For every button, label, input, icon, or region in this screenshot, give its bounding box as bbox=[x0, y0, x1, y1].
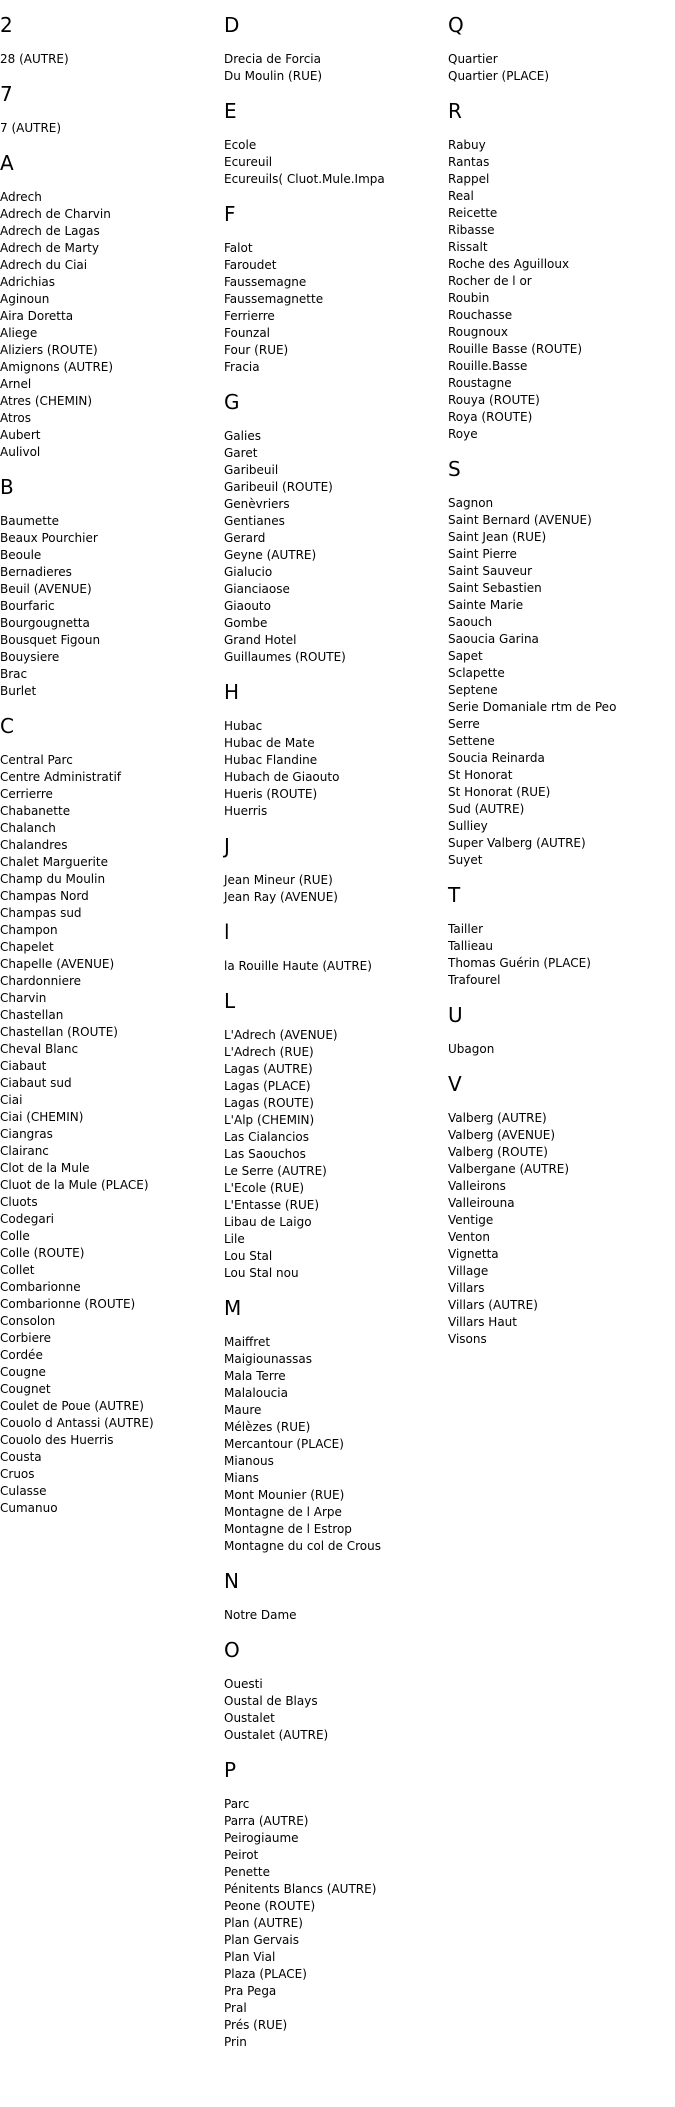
street-link[interactable]: Serie Domaniale rtm de Peo bbox=[448, 700, 617, 714]
street-link[interactable]: Maiffret bbox=[224, 1335, 271, 1349]
street-link[interactable]: Huerris bbox=[224, 804, 268, 818]
street-link[interactable]: Saint Bernard (AVENUE) bbox=[448, 513, 592, 527]
street-link[interactable]: Gianciaose bbox=[224, 582, 290, 596]
street-link[interactable]: Parra (AUTRE) bbox=[224, 1814, 309, 1828]
street-link[interactable]: Plan Vial bbox=[224, 1950, 276, 1964]
letter-heading: 7 bbox=[0, 82, 13, 106]
street-link[interactable]: Garibeuil bbox=[224, 463, 279, 477]
street-link[interactable]: Rabuy bbox=[448, 138, 486, 152]
street-link[interactable]: Peirogiaume bbox=[224, 1831, 299, 1845]
street-link[interactable]: Rouya (ROUTE) bbox=[448, 393, 540, 407]
street-link[interactable]: Malaloucia bbox=[224, 1386, 288, 1400]
street-link[interactable]: Atres (CHEMIN) bbox=[0, 394, 93, 408]
street-link[interactable]: Roche des Aguilloux bbox=[448, 257, 570, 271]
street-link[interactable]: Ventige bbox=[448, 1213, 494, 1227]
street-link[interactable]: Mala Terre bbox=[224, 1369, 286, 1383]
street-link[interactable]: Rocher de l or bbox=[448, 274, 532, 288]
street-link[interactable]: Sulliey bbox=[448, 819, 488, 833]
street-link[interactable]: Jean Mineur (RUE) bbox=[224, 873, 333, 887]
street-link[interactable]: Cougne bbox=[0, 1365, 46, 1379]
street-link[interactable]: Du Moulin (RUE) bbox=[224, 69, 323, 83]
letter-group bbox=[448, 1003, 616, 1058]
street-link[interactable]: Combarionne (ROUTE) bbox=[0, 1297, 136, 1311]
street-link[interactable]: Quartier bbox=[448, 52, 498, 66]
street-link[interactable]: Ciabaut bbox=[0, 1059, 47, 1073]
street-link[interactable]: Parc bbox=[224, 1797, 250, 1811]
street-link[interactable]: Hubac Flandine bbox=[224, 753, 318, 767]
street-list bbox=[0, 189, 154, 461]
street-link[interactable]: Las Cialancios bbox=[224, 1130, 309, 1144]
street-link[interactable]: Lagas (PLACE) bbox=[224, 1079, 311, 1093]
street-link[interactable]: Montagne de l Estrop bbox=[224, 1522, 352, 1536]
street-link[interactable]: Pra Pega bbox=[224, 1984, 277, 1998]
index-column-1 bbox=[0, 0, 154, 1531]
street-link[interactable]: Bousquet Figoun bbox=[0, 633, 101, 647]
street-link[interactable]: Bernadieres bbox=[0, 565, 72, 579]
street-link[interactable]: Las Saouchos bbox=[224, 1147, 306, 1161]
letter-group bbox=[224, 1569, 385, 1624]
street-link[interactable]: Drecia de Forcia bbox=[224, 52, 321, 66]
street-list bbox=[0, 51, 154, 68]
street-link[interactable]: L'Adrech (AVENUE) bbox=[224, 1028, 338, 1042]
street-link[interactable]: Faussemagne bbox=[224, 275, 307, 289]
street-link[interactable]: Bourfaric bbox=[0, 599, 55, 613]
street-link[interactable]: Geyne (AUTRE) bbox=[224, 548, 317, 562]
street-link[interactable]: Centre Administratif bbox=[0, 770, 122, 784]
street-link[interactable]: Adrech du Ciai bbox=[0, 258, 88, 272]
street-link[interactable]: Atros bbox=[0, 411, 31, 425]
street-link[interactable]: Adrech de Marty bbox=[0, 241, 99, 255]
letter-group bbox=[224, 390, 385, 666]
street-link[interactable]: Adrech de Charvin bbox=[0, 207, 111, 221]
letter-heading: A bbox=[0, 151, 14, 175]
street-link[interactable]: Ecole bbox=[224, 138, 257, 152]
index-column-2 bbox=[224, 0, 385, 2065]
street-link[interactable]: Chalanch bbox=[0, 821, 56, 835]
street-link[interactable]: Clairanc bbox=[0, 1144, 49, 1158]
street-link[interactable]: Lile bbox=[224, 1232, 245, 1246]
street-link[interactable]: Chastellan bbox=[0, 1008, 64, 1022]
street-link[interactable]: Roubin bbox=[448, 291, 490, 305]
street-link[interactable]: Saint Pierre bbox=[448, 547, 517, 561]
letter-heading: T bbox=[448, 883, 461, 907]
street-link[interactable]: Villars Haut bbox=[448, 1315, 517, 1329]
street-list bbox=[224, 1607, 385, 1624]
letter-heading: O bbox=[224, 1638, 240, 1662]
street-link[interactable]: Beoule bbox=[0, 548, 42, 562]
street-link[interactable]: Faussemagnette bbox=[224, 292, 324, 306]
street-list bbox=[448, 495, 616, 869]
street-link[interactable]: Rougnoux bbox=[448, 325, 509, 339]
street-link[interactable]: Saint Sebastien bbox=[448, 581, 542, 595]
street-link[interactable]: Beaux Pourchier bbox=[0, 531, 98, 545]
street-link[interactable]: Giaouto bbox=[224, 599, 271, 613]
street-link[interactable]: Roya (ROUTE) bbox=[448, 410, 533, 424]
letter-heading: V bbox=[448, 1072, 462, 1096]
street-link[interactable]: Prin bbox=[224, 2035, 247, 2049]
letter-group bbox=[448, 1072, 616, 1348]
street-link[interactable]: Thomas Guérin (PLACE) bbox=[448, 956, 591, 970]
street-link[interactable]: Oustalet (AUTRE) bbox=[224, 1728, 329, 1742]
street-list bbox=[0, 752, 154, 1517]
street-link[interactable]: Aira Doretta bbox=[0, 309, 74, 323]
street-link[interactable]: L'Entasse (RUE) bbox=[224, 1198, 319, 1212]
street-list bbox=[224, 872, 385, 906]
street-link[interactable]: Consolon bbox=[0, 1314, 56, 1328]
letter-heading: J bbox=[224, 834, 230, 858]
street-link[interactable]: Coulet de Poue (AUTRE) bbox=[0, 1399, 144, 1413]
street-link[interactable]: Couolo des Huerris bbox=[0, 1433, 114, 1447]
street-link[interactable]: Le Serre (AUTRE) bbox=[224, 1164, 327, 1178]
street-link[interactable]: Villars bbox=[448, 1281, 485, 1295]
letter-group bbox=[224, 834, 385, 906]
street-link[interactable]: Gentianes bbox=[224, 514, 285, 528]
street-link[interactable]: Arnel bbox=[0, 377, 32, 391]
street-link[interactable]: Quartier (PLACE) bbox=[448, 69, 550, 83]
street-link[interactable]: Chapelet bbox=[0, 940, 54, 954]
street-link[interactable]: Saouch bbox=[448, 615, 493, 629]
street-link[interactable]: Aliziers (ROUTE) bbox=[0, 343, 98, 357]
letter-heading: D bbox=[224, 13, 240, 37]
street-link[interactable]: Settene bbox=[448, 734, 495, 748]
street-link[interactable]: Collet bbox=[0, 1263, 35, 1277]
street-link[interactable]: Ubagon bbox=[448, 1042, 495, 1056]
letter-group bbox=[0, 82, 154, 137]
street-link[interactable]: Bourgougnetta bbox=[0, 616, 90, 630]
street-link[interactable]: Sclapette bbox=[448, 666, 505, 680]
street-link[interactable]: Plan Gervais bbox=[224, 1933, 299, 1947]
street-link[interactable]: Penette bbox=[224, 1865, 270, 1879]
street-list bbox=[224, 51, 385, 85]
street-link[interactable]: Cluots bbox=[0, 1195, 38, 1209]
street-link[interactable]: Chardonniere bbox=[0, 974, 81, 988]
street-link[interactable]: Suyet bbox=[448, 853, 483, 867]
letter-group bbox=[448, 13, 616, 85]
street-link[interactable]: Cougnet bbox=[0, 1382, 51, 1396]
street-link[interactable]: Central Parc bbox=[0, 753, 73, 767]
street-link[interactable]: Codegari bbox=[0, 1212, 54, 1226]
street-list bbox=[448, 51, 616, 85]
street-link[interactable]: Genèvriers bbox=[224, 497, 290, 511]
street-link[interactable]: Rissalt bbox=[448, 240, 488, 254]
street-link[interactable]: Vignetta bbox=[448, 1247, 499, 1261]
letter-group bbox=[0, 151, 154, 461]
street-link[interactable]: Gerard bbox=[224, 531, 266, 545]
street-link[interactable]: Maure bbox=[224, 1403, 262, 1417]
street-link[interactable]: Adrech de Lagas bbox=[0, 224, 100, 238]
street-link[interactable]: Plaza (PLACE) bbox=[224, 1967, 307, 1981]
street-list bbox=[224, 1027, 385, 1282]
street-link[interactable]: Rouille.Basse bbox=[448, 359, 528, 373]
street-link[interactable]: Valleirouna bbox=[448, 1196, 515, 1210]
street-link[interactable]: Notre Dame bbox=[224, 1608, 297, 1622]
street-link[interactable]: Cumanuo bbox=[0, 1501, 58, 1515]
street-link[interactable]: Sapet bbox=[448, 649, 483, 663]
street-link[interactable]: Rantas bbox=[448, 155, 490, 169]
street-link[interactable]: Baumette bbox=[0, 514, 60, 528]
street-link[interactable]: Valbergane (AUTRE) bbox=[448, 1162, 570, 1176]
street-link[interactable]: Champon bbox=[0, 923, 58, 937]
street-link[interactable]: Valberg (AVENUE) bbox=[448, 1128, 556, 1142]
letter-group bbox=[224, 13, 385, 85]
street-list bbox=[448, 1110, 616, 1348]
street-link[interactable]: Trafourel bbox=[448, 973, 501, 987]
street-link[interactable]: Mercantour (PLACE) bbox=[224, 1437, 344, 1451]
street-link[interactable]: Hubac de Mate bbox=[224, 736, 315, 750]
street-link[interactable]: Faroudet bbox=[224, 258, 277, 272]
street-list bbox=[448, 1041, 616, 1058]
street-link[interactable]: Saoucia Garina bbox=[448, 632, 539, 646]
street-link[interactable]: Tallieau bbox=[448, 939, 494, 953]
street-link[interactable]: Valberg (ROUTE) bbox=[448, 1145, 548, 1159]
street-link[interactable]: Aulivol bbox=[0, 445, 41, 459]
street-link[interactable]: Libau de Laigo bbox=[224, 1215, 312, 1229]
letter-group bbox=[224, 99, 385, 188]
street-link[interactable]: Bouysiere bbox=[0, 650, 60, 664]
street-link[interactable]: Jean Ray (AVENUE) bbox=[224, 890, 338, 904]
street-link[interactable]: Sainte Marie bbox=[448, 598, 524, 612]
letter-group bbox=[448, 883, 616, 989]
street-list bbox=[448, 921, 616, 989]
letter-group bbox=[0, 714, 154, 1517]
street-link[interactable]: Hubac bbox=[224, 719, 263, 733]
street-link[interactable]: Mians bbox=[224, 1471, 259, 1485]
letter-heading: M bbox=[224, 1296, 242, 1320]
street-link[interactable]: Hubach de Giaouto bbox=[224, 770, 340, 784]
street-link[interactable]: Combarionne bbox=[0, 1280, 81, 1294]
street-link[interactable]: Champas Nord bbox=[0, 889, 89, 903]
street-link[interactable]: Village bbox=[448, 1264, 489, 1278]
letter-group bbox=[224, 680, 385, 820]
street-link[interactable]: Garet bbox=[224, 446, 258, 460]
street-link[interactable]: Burlet bbox=[0, 684, 37, 698]
letter-heading: C bbox=[0, 714, 14, 738]
street-link[interactable]: Oustal de Blays bbox=[224, 1694, 318, 1708]
letter-heading: 2 bbox=[0, 13, 13, 37]
street-link[interactable]: 28 (AUTRE) bbox=[0, 52, 69, 66]
street-link[interactable]: Montagne de l Arpe bbox=[224, 1505, 342, 1519]
street-link[interactable]: Aliege bbox=[0, 326, 38, 340]
street-link[interactable]: Serre bbox=[448, 717, 480, 731]
street-link[interactable]: St Honorat (RUE) bbox=[448, 785, 551, 799]
street-link[interactable]: Sud (AUTRE) bbox=[448, 802, 525, 816]
street-link[interactable]: Super Valberg (AUTRE) bbox=[448, 836, 586, 850]
street-link[interactable]: Galies bbox=[224, 429, 261, 443]
street-link[interactable]: Saint Sauveur bbox=[448, 564, 533, 578]
street-link[interactable]: Brac bbox=[0, 667, 28, 681]
index-column-3 bbox=[448, 0, 616, 1362]
street-link[interactable]: Cousta bbox=[0, 1450, 42, 1464]
street-link[interactable]: Adrichias bbox=[0, 275, 56, 289]
street-link[interactable]: Colle (ROUTE) bbox=[0, 1246, 85, 1260]
street-link[interactable]: Cordée bbox=[0, 1348, 43, 1362]
street-list bbox=[224, 1796, 385, 2051]
letter-group bbox=[0, 13, 154, 68]
street-link[interactable]: Ciai (CHEMIN) bbox=[0, 1110, 84, 1124]
street-link[interactable]: Gialucio bbox=[224, 565, 273, 579]
letter-group bbox=[224, 920, 385, 975]
street-link[interactable]: 7 (AUTRE) bbox=[0, 121, 62, 135]
street-link[interactable]: Adrech bbox=[0, 190, 42, 204]
street-link[interactable]: Septene bbox=[448, 683, 498, 697]
street-link[interactable]: Oustalet bbox=[224, 1711, 275, 1725]
street-link[interactable]: Ouesti bbox=[224, 1677, 263, 1691]
street-link[interactable]: Tailler bbox=[448, 922, 484, 936]
street-link[interactable]: Lagas (ROUTE) bbox=[224, 1096, 314, 1110]
street-link[interactable]: Rouille Basse (ROUTE) bbox=[448, 342, 583, 356]
street-link[interactable]: Garibeuil (ROUTE) bbox=[224, 480, 333, 494]
street-link[interactable]: Chalandres bbox=[0, 838, 68, 852]
street-link[interactable]: Guillaumes (ROUTE) bbox=[224, 650, 346, 664]
street-list bbox=[224, 137, 385, 188]
street-link[interactable]: Lou Stal nou bbox=[224, 1266, 299, 1280]
street-link[interactable]: Reicette bbox=[448, 206, 498, 220]
street-link[interactable]: Founzal bbox=[224, 326, 271, 340]
street-link[interactable]: Ciangras bbox=[0, 1127, 53, 1141]
street-link[interactable]: Cluot de la Mule (PLACE) bbox=[0, 1178, 149, 1192]
street-list bbox=[448, 137, 616, 443]
street-link[interactable]: Aubert bbox=[0, 428, 41, 442]
street-link[interactable]: Charvin bbox=[0, 991, 47, 1005]
street-link[interactable]: Cheval Blanc bbox=[0, 1042, 79, 1056]
street-link[interactable]: Peirot bbox=[224, 1848, 259, 1862]
letter-heading: N bbox=[224, 1569, 239, 1593]
letter-group bbox=[224, 1758, 385, 2051]
street-link[interactable]: Villars (AUTRE) bbox=[448, 1298, 538, 1312]
street-link[interactable]: Rappel bbox=[448, 172, 490, 186]
street-link[interactable]: Fracia bbox=[224, 360, 260, 374]
letter-group bbox=[0, 475, 154, 700]
letter-group bbox=[448, 457, 616, 869]
street-link[interactable]: Four (RUE) bbox=[224, 343, 289, 357]
street-link[interactable]: L'Alp (CHEMIN) bbox=[224, 1113, 315, 1127]
street-link[interactable]: Venton bbox=[448, 1230, 490, 1244]
street-link[interactable]: Chabanette bbox=[0, 804, 71, 818]
street-link[interactable]: Corbiere bbox=[0, 1331, 52, 1345]
street-link[interactable]: Colle bbox=[0, 1229, 30, 1243]
street-list bbox=[224, 1676, 385, 1744]
street-link[interactable]: Lagas (AUTRE) bbox=[224, 1062, 313, 1076]
street-link[interactable]: Rouchasse bbox=[448, 308, 513, 322]
street-link[interactable]: Gombe bbox=[224, 616, 268, 630]
street-link[interactable]: St Honorat bbox=[448, 768, 513, 782]
street-list bbox=[224, 958, 385, 975]
letter-heading: B bbox=[0, 475, 14, 499]
street-link[interactable]: L'Adrech (RUE) bbox=[224, 1045, 314, 1059]
letter-heading: l bbox=[224, 920, 230, 944]
street-link[interactable]: Aginoun bbox=[0, 292, 50, 306]
street-link[interactable]: Beuil (AVENUE) bbox=[0, 582, 92, 596]
street-link[interactable]: Real bbox=[448, 189, 474, 203]
street-link[interactable]: Ecureuils( Cluot.Mule.Impa bbox=[224, 172, 385, 186]
street-link[interactable]: Pénitents Blancs (AUTRE) bbox=[224, 1882, 377, 1896]
street-link[interactable]: Soucia Reinarda bbox=[448, 751, 545, 765]
street-link[interactable]: Ciai bbox=[0, 1093, 23, 1107]
street-link[interactable]: Ciabaut sud bbox=[0, 1076, 72, 1090]
street-link[interactable]: Roye bbox=[448, 427, 478, 441]
street-list bbox=[224, 240, 385, 376]
street-link[interactable]: la Rouille Haute (AUTRE) bbox=[224, 959, 372, 973]
street-link[interactable]: L'Ecole (RUE) bbox=[224, 1181, 305, 1195]
street-link[interactable]: Prés (RUE) bbox=[224, 2018, 288, 2032]
street-link[interactable]: Hueris (ROUTE) bbox=[224, 787, 318, 801]
letter-heading: U bbox=[448, 1003, 463, 1027]
letter-heading: P bbox=[224, 1758, 237, 1782]
street-link[interactable]: Cruos bbox=[0, 1467, 35, 1481]
letter-heading: L bbox=[224, 989, 236, 1013]
street-link[interactable]: Cerrierre bbox=[0, 787, 53, 801]
street-link[interactable]: Grand Hotel bbox=[224, 633, 297, 647]
letter-group bbox=[224, 202, 385, 376]
street-link[interactable]: Chalet Marguerite bbox=[0, 855, 108, 869]
letter-heading: F bbox=[224, 202, 236, 226]
street-list bbox=[224, 428, 385, 666]
street-link[interactable]: Valberg (AUTRE) bbox=[448, 1111, 547, 1125]
street-list bbox=[0, 513, 154, 700]
street-list bbox=[0, 120, 154, 137]
street-link[interactable]: Mont Mounier (RUE) bbox=[224, 1488, 345, 1502]
letter-group bbox=[224, 989, 385, 1282]
street-link[interactable]: Culasse bbox=[0, 1484, 47, 1498]
street-link[interactable]: Roustagne bbox=[448, 376, 512, 390]
street-link[interactable]: Peone (ROUTE) bbox=[224, 1899, 316, 1913]
street-link[interactable]: Ecureuil bbox=[224, 155, 273, 169]
street-link[interactable]: Visons bbox=[448, 1332, 487, 1346]
street-link[interactable]: Lou Stal bbox=[224, 1249, 273, 1263]
street-link[interactable]: Montagne du col de Crous bbox=[224, 1539, 381, 1553]
street-link[interactable]: Clot de la Mule bbox=[0, 1161, 90, 1175]
letter-heading: R bbox=[448, 99, 462, 123]
street-link[interactable]: Champ du Moulin bbox=[0, 872, 106, 886]
street-link[interactable]: Sagnon bbox=[448, 496, 494, 510]
street-link[interactable]: Saint Jean (RUE) bbox=[448, 530, 547, 544]
letter-group bbox=[224, 1638, 385, 1744]
letter-heading: G bbox=[224, 390, 240, 414]
street-link[interactable]: Chastellan (ROUTE) bbox=[0, 1025, 118, 1039]
street-link[interactable]: Mélèzes (RUE) bbox=[224, 1420, 311, 1434]
street-link[interactable]: Valleirons bbox=[448, 1179, 506, 1193]
letter-group bbox=[224, 1296, 385, 1555]
street-link[interactable]: Couolo d Antassi (AUTRE) bbox=[0, 1416, 154, 1430]
street-link[interactable]: Champas sud bbox=[0, 906, 82, 920]
street-link[interactable]: Chapelle (AVENUE) bbox=[0, 957, 115, 971]
letter-heading: Q bbox=[448, 13, 464, 37]
letter-heading: H bbox=[224, 680, 240, 704]
street-list bbox=[224, 1334, 385, 1555]
letter-group bbox=[448, 99, 616, 443]
street-link[interactable]: Ferrierre bbox=[224, 309, 275, 323]
street-link[interactable]: Plan (AUTRE) bbox=[224, 1916, 303, 1930]
street-link[interactable]: Ribasse bbox=[448, 223, 495, 237]
letter-heading: E bbox=[224, 99, 237, 123]
street-link[interactable]: Amignons (AUTRE) bbox=[0, 360, 114, 374]
street-link[interactable]: Falot bbox=[224, 241, 253, 255]
letter-heading: S bbox=[448, 457, 461, 481]
street-list bbox=[224, 718, 385, 820]
street-link[interactable]: Pral bbox=[224, 2001, 247, 2015]
street-link[interactable]: Maigiounassas bbox=[224, 1352, 313, 1366]
street-link[interactable]: Mianous bbox=[224, 1454, 274, 1468]
